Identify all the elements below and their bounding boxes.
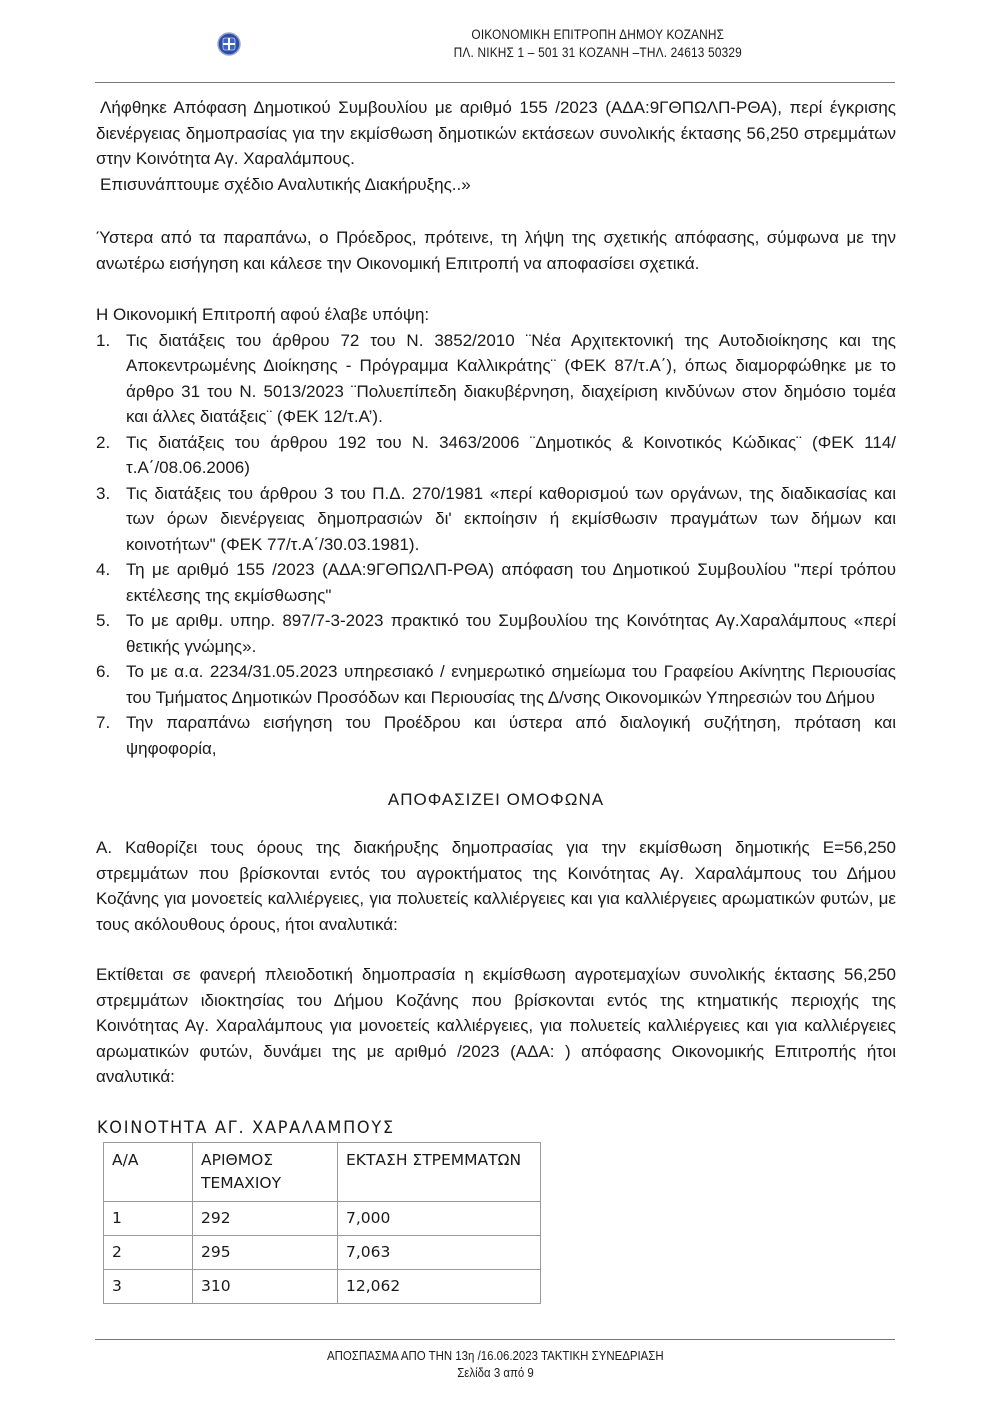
footer-divider bbox=[95, 1339, 895, 1340]
list-item: 3. Τις διατάξεις του άρθρου 3 του Π.Δ. 270/1981 «περί καθορισμού των οργάνων, της διαδικασίας και των όρων διενέργειας δημοπρασιών δι' εκποίησιν ή εκμίσθωσιν πραγμάτων των δήμων και κοινοτήτων" (ΦΕΚ 77/τ.Α΄/30.03.1981). bbox=[96, 483, 896, 554]
section-a-paragraph: Α. Καθορίζει τους όρους της διακήρυξης δημοπρασίας για την εκμίσθωση δημοτικής Ε=56,250 στρεμμάτων που βρίσκονται εντός του αγροκτήματος της Κοινότητας Αγ. Χαραλάμπους του Δήμου Κοζάνης για μονοετείς καλλιέργειες, για πολυετείς καλλιέργειες και για καλλιέργειες αρωματικών φυτών, με τους ακόλουθους όρους, ήτοι αναλυτικά: bbox=[96, 838, 896, 934]
table-row: 3 310 12,062 bbox=[104, 1270, 541, 1304]
table-header-row bbox=[104, 1143, 541, 1202]
list-item: 5. Το με αριθμ. υπηρ. 897/7-3-2023 πρακτικό του Συμβουλίου της Κοινότητας Αγ.Χαραλάμπους «περί θετικής γνώμης». bbox=[96, 611, 896, 656]
list-item: 4. Τη με αριθμό 155 /2023 (ΑΔΑ:9ΓΘΠΩΛΠ-ΡΘΑ) απόφαση του Δημοτικού Συμβουλίου "περί τρόπου εκτέλεσης της εκμίσθωσης" bbox=[96, 560, 896, 605]
decision-heading: ΑΠΟΦΑΣΙΖΕΙ ΟΜΟΦΩΝΑ bbox=[387, 790, 605, 809]
column-header: Α/Α bbox=[104, 1143, 193, 1202]
table-row: 1 292 7,000 bbox=[104, 1202, 541, 1236]
list-item: 2. Τις διατάξεις του άρθρου 192 του Ν. 3463/2006 ¨Δημοτικός & Κοινοτικός Κώδικας¨ (ΦΕΚ 114/ τ.Α΄/08.06.2006) bbox=[96, 432, 896, 477]
header-title: ΟΙΚΟΝΟΜΙΚΗ ΕΠΙΤΡΟΠΗ ΔΗΜΟΥ ΚΟΖΑΝΗΣ bbox=[471, 27, 725, 42]
page-header bbox=[95, 26, 895, 82]
intro-attachment-note: Επισυνάπτουμε σχέδιο Αναλυτικής Διακήρυξης..» bbox=[100, 174, 471, 194]
page-footer bbox=[95, 1347, 895, 1381]
considerations-section bbox=[96, 302, 896, 761]
table-row: 2 295 7,063 bbox=[104, 1236, 541, 1270]
column-header: ΑΡΙΘΜΟΣ ΤΕΜΑΧΙΟΥ bbox=[193, 1143, 338, 1202]
parcels-table bbox=[103, 1142, 541, 1304]
considerations-heading: Η Οικονομική Επιτροπή αφού έλαβε υπόψη: bbox=[96, 305, 430, 324]
list-item: 1. Τις διατάξεις του άρθρου 72 του Ν. 3852/2010 ¨Νέα Αρχιτεκτονική της Αυτοδιοίκησης και της Αποκεντρωμένης Διοίκησης - Πρόγραμμα Καλλικράτης¨ (ΦΕΚ 87/τ.Α΄), όπως διαμορφώθηκε με το άρθρο 31 του Ν. 5013/2023 ¨Πολυεπίπεδη διακυβέρνηση, διαχείριση κινδύνων στον δημόσιο τομέα και άλλες διατάξεις¨ (ΦΕΚ 12/τ.Α’). bbox=[96, 330, 896, 426]
table-title: ΚΟΙΝΟΤΗΤΑ ΑΓ. ΧΑΡΑΛΑΜΠΟΥΣ bbox=[97, 1118, 395, 1138]
auction-paragraph: Εκτίθεται σε φανερή πλειοδοτική δημοπρασία η εκμίσθωση αγροτεμαχίων συνολικής έκτασης 56,250 στρεμμάτων ιδιοκτησίας του Δήμου Κοζάνης που βρίσκονται εντός της κτηματικής περιοχής της Κοινότητας Αγ. Χαραλάμπους για μονοετείς καλλιέργειες, για πολυετείς καλλιέργειες και για καλλιέργειες αρωματικών φυτών, δυνάμει της με αριθμό /2023 (ΑΔΑ: ) απόφασης Οικονομικής Επιτροπής ήτοι αναλυτικά: bbox=[96, 965, 896, 1086]
page-number: Σελίδα 3 από 9 bbox=[456, 1365, 534, 1380]
list-item: 7. Την παραπάνω εισήγηση του Προέδρου και ύστερα από διαλογική συζήτηση, πρόταση και ψηφοφορία, bbox=[96, 713, 896, 758]
intro-section bbox=[96, 95, 896, 197]
header-divider bbox=[95, 82, 895, 83]
header-address: ΠΛ. ΝΙΚΗΣ 1 – 501 31 ΚΟΖΑΝΗ –ΤΗΛ. 24613 50329 bbox=[453, 45, 742, 60]
list-item: 6. Το με α.α. 2234/31.05.2023 υπηρεσιακό / ενημερωτικό σημείωμα του Γραφείου Ακίνητης Περιουσίας του Τμήματος Δημοτικών Προσόδων και Περιουσίας της Δ/νσης Οικονομικών Υπηρεσιών του Δήμου bbox=[96, 662, 896, 707]
column-header: ΕΚΤΑΣΗ ΣΤΡΕΜΜΑΤΩΝ bbox=[338, 1143, 541, 1202]
proposal-paragraph: Ύστερα από τα παραπάνω, ο Πρόεδρος, πρότεινε, τη λήψη της σχετικής απόφασης, σύμφωνα με την ανωτέρω εισήγηση και κάλεσε την Οικονομική Επιτροπή να αποφασίσει σχετικά. bbox=[96, 228, 896, 273]
footer-session-text: ΑΠΟΣΠΑΣΜΑ ΑΠΟ ΤΗΝ 13η /16.06.2023 ΤΑΚΤΙΚΗ ΣΥΝΕΔΡΙΑΣΗ bbox=[326, 1348, 664, 1363]
intro-paragraph: Λήφθηκε Απόφαση Δημοτικού Συμβουλίου με αριθμό 155 /2023 (ΑΔΑ:9ΓΘΠΩΛΠ-ΡΘΑ), περί έγκρισης διενέργειας δημοπρασίας για την εκμίσθωση δημοτικών εκτάσεων συνολικής έκτασης 56,250 στρεμμάτων στην Κοινότητα Αγ. Χαραλάμπους. bbox=[96, 98, 896, 168]
